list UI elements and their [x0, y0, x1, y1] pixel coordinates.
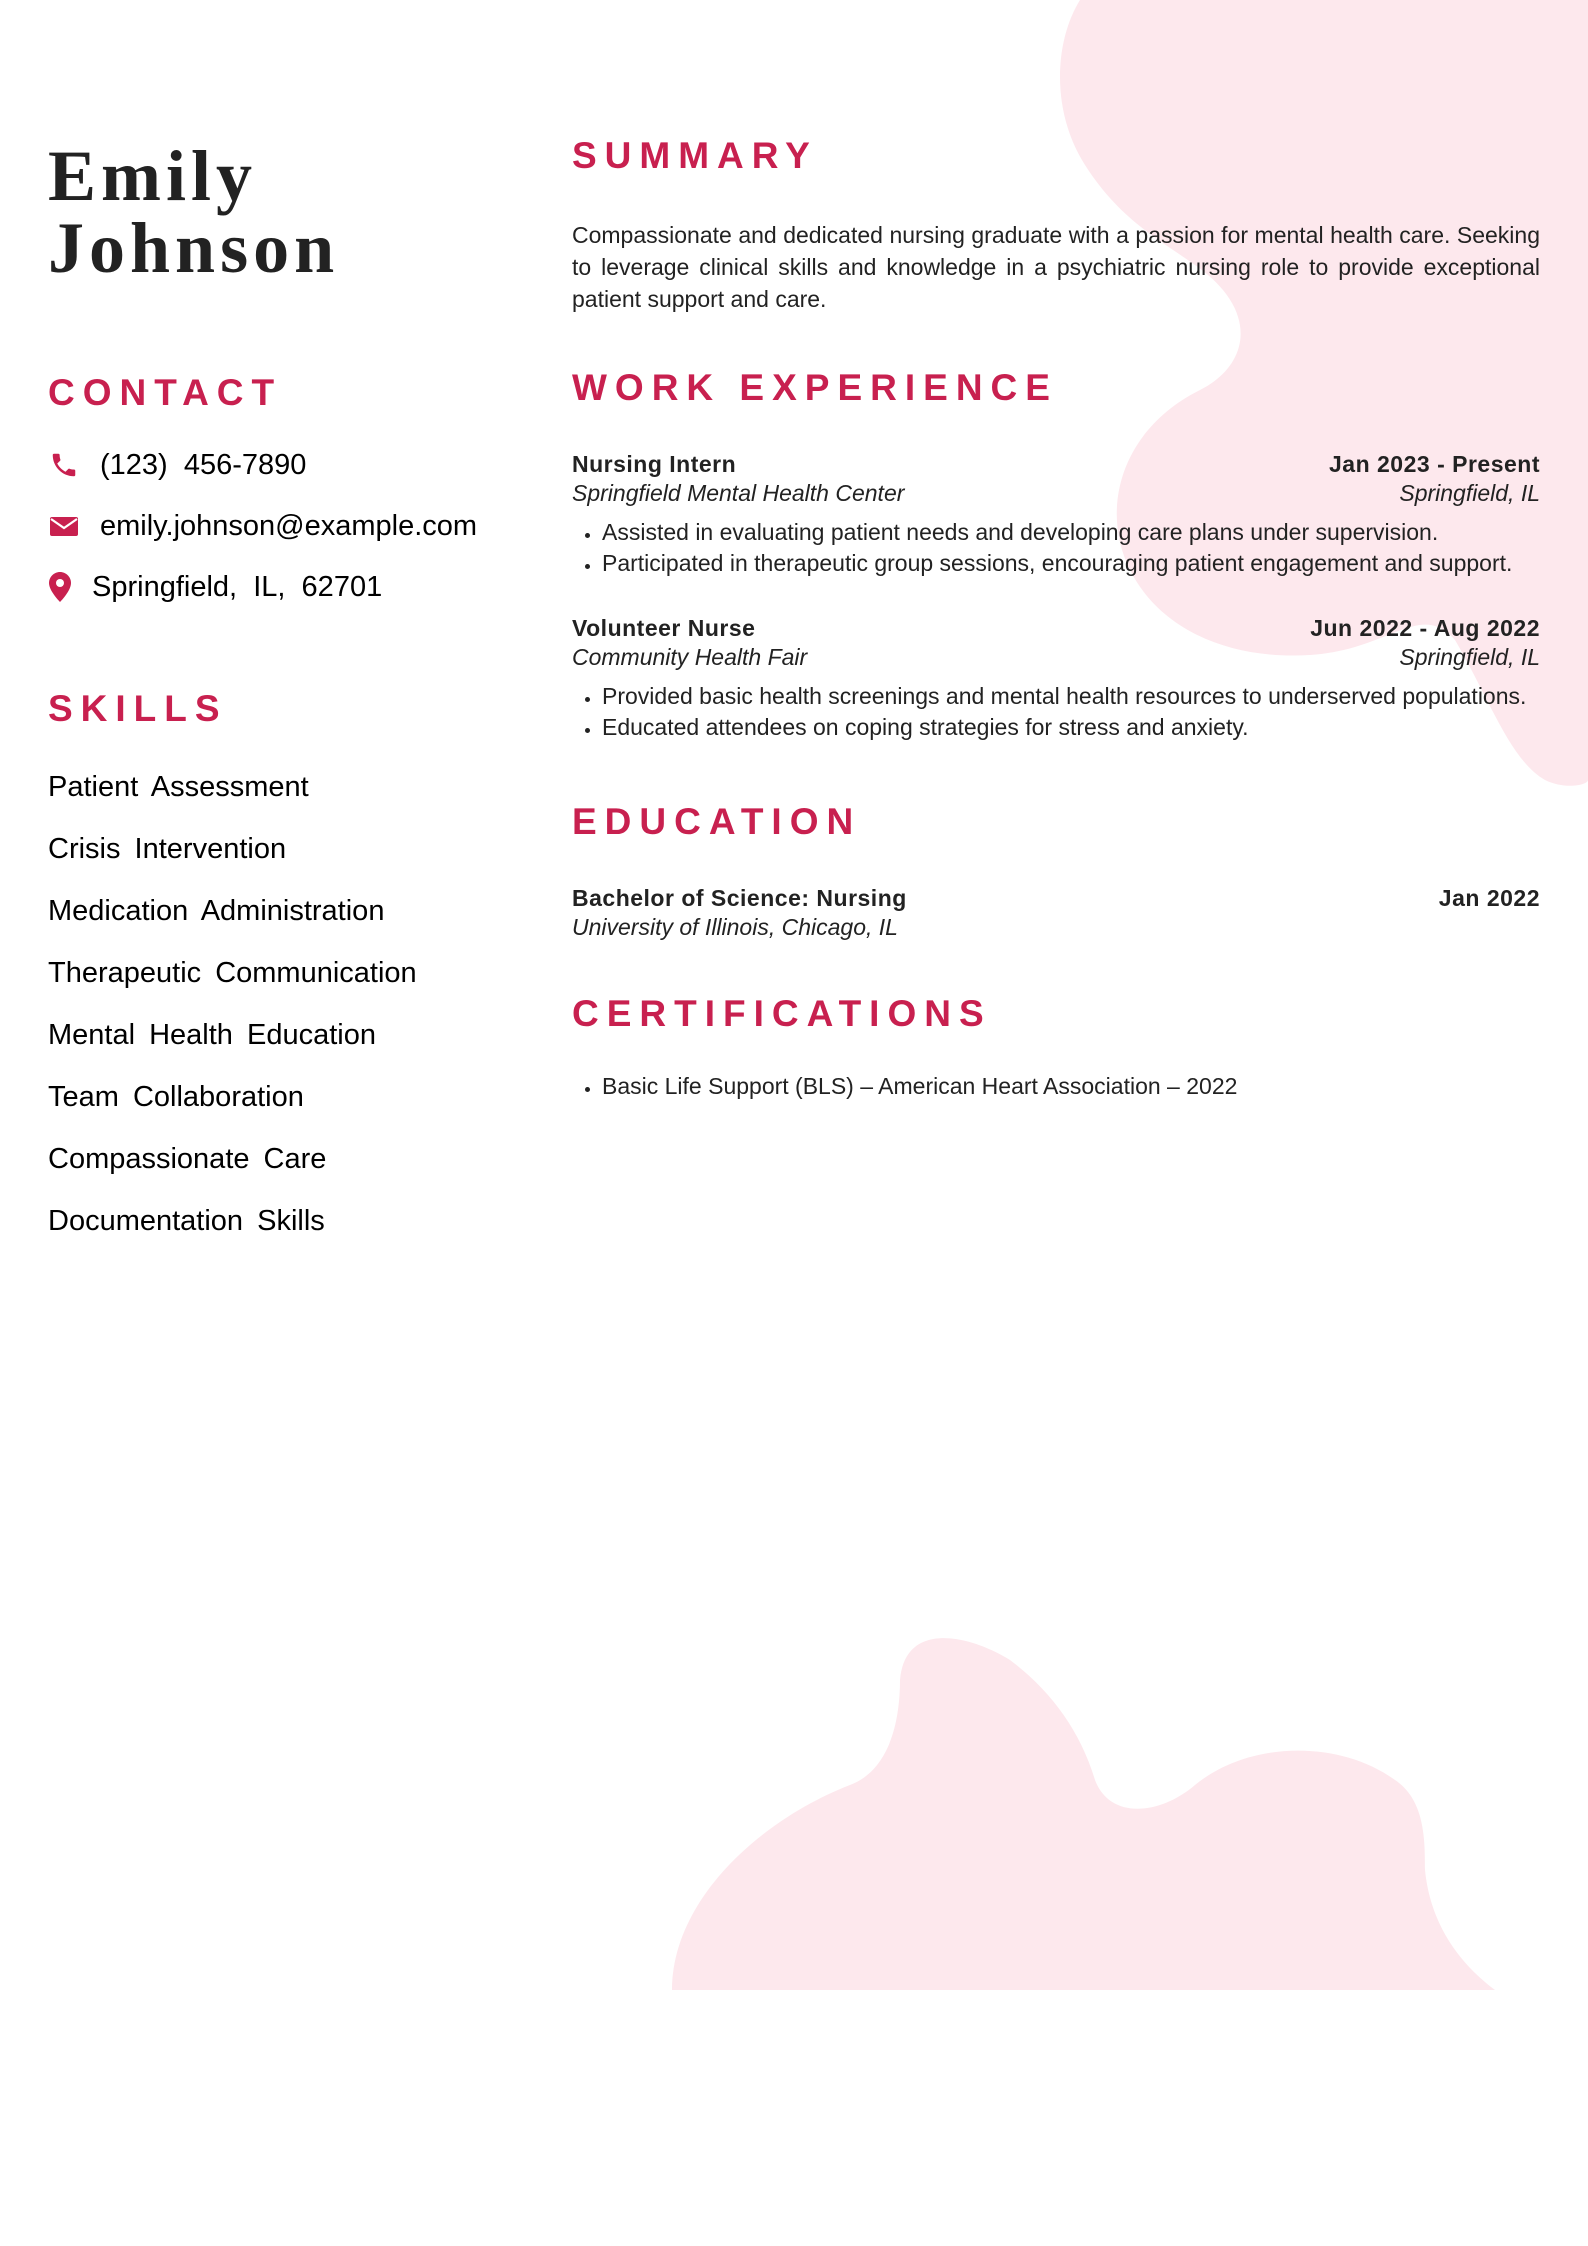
job-organization: Community Health Fair: [572, 644, 808, 670]
skill-item: Compassionate Care: [48, 1143, 327, 1175]
location-text: Springfield, IL, 62701: [92, 570, 383, 603]
school: University of Illinois, Chicago, IL: [572, 914, 898, 940]
skill-item: Mental Health Education: [48, 1019, 376, 1051]
job-header: [572, 451, 1540, 478]
job-location: Springfield, IL: [1399, 480, 1540, 506]
envelope-icon: [48, 510, 80, 542]
job-bullet: • Participated in therapeutic group sessions, encouraging patient engagement and support.: [602, 548, 1540, 579]
candidate-name: [48, 136, 488, 288]
right-column: [572, 135, 1540, 1102]
contact-list: [48, 444, 488, 608]
phone-icon: [48, 449, 80, 481]
job-dates: Jun 2022 - Aug 2022: [1310, 615, 1540, 641]
bottom-blob: [672, 1638, 1495, 1990]
job-organization: Springfield Mental Health Center: [572, 480, 905, 506]
last-name: Johnson: [48, 208, 340, 288]
email-text[interactable]: emily.johnson@example.com: [100, 509, 478, 542]
job-bullet: • Assisted in evaluating patient needs and developing care plans under supervision.: [602, 517, 1540, 548]
first-name: Emily: [48, 136, 258, 216]
skill-item: Therapeutic Communication: [48, 957, 417, 989]
skill-item: Documentation Skills: [48, 1205, 325, 1237]
job-subheader: [572, 644, 1540, 671]
job-bullet: • Provided basic health screenings and mental health resources to underserved populations.: [602, 681, 1540, 712]
education-title: EDUCATION: [572, 801, 862, 842]
contact-title: CONTACT: [48, 372, 283, 413]
skill-item: Patient Assessment: [48, 771, 309, 803]
education-subheader: [572, 914, 1540, 941]
job-dates: Jan 2023 - Present: [1328, 451, 1540, 477]
skills-title: SKILLS: [48, 688, 228, 729]
education-entry: [572, 885, 1540, 941]
contact-email: [48, 505, 488, 547]
job-entry: [572, 451, 1540, 579]
education-header: [572, 885, 1540, 912]
contact-location: [48, 566, 488, 608]
degree: Bachelor of Science: Nursing: [572, 885, 907, 911]
job-bullet: • Educated attendees on coping strategies for stress and anxiety.: [602, 712, 1540, 743]
job-header: [572, 615, 1540, 642]
graduation-date: Jan 2022: [1438, 885, 1540, 911]
job-bullets: [572, 681, 1540, 743]
certifications-title: CERTIFICATIONS: [572, 993, 992, 1034]
skills-list: [48, 756, 488, 1252]
job-location: Springfield, IL: [1399, 644, 1540, 670]
summary-text: Compassionate and dedicated nursing graduate with a passion for mental health care. Seeking to leverage clinical skills and knowledge in a psychiatric nursing role to provide exceptional patient support and care.: [572, 222, 1540, 312]
certification-item: • Basic Life Support (BLS) – American Heart Association – 2022: [602, 1071, 1540, 1102]
job-role: Nursing Intern: [572, 451, 737, 477]
job-subheader: [572, 480, 1540, 507]
summary-title: SUMMARY: [572, 135, 818, 176]
work-experience-title: WORK EXPERIENCE: [572, 367, 1058, 408]
skill-item: Team Collaboration: [48, 1081, 304, 1113]
certifications-list: [572, 1071, 1540, 1102]
skill-item: Medication Administration: [48, 895, 385, 927]
job-entry: [572, 615, 1540, 743]
skill-item: Crisis Intervention: [48, 833, 287, 865]
job-role: Volunteer Nurse: [572, 615, 756, 641]
map-pin-icon: [48, 571, 72, 603]
phone-text[interactable]: (123) 456-7890: [100, 448, 307, 481]
job-bullets: [572, 517, 1540, 579]
left-column: [48, 136, 488, 1252]
contact-phone: [48, 444, 488, 486]
